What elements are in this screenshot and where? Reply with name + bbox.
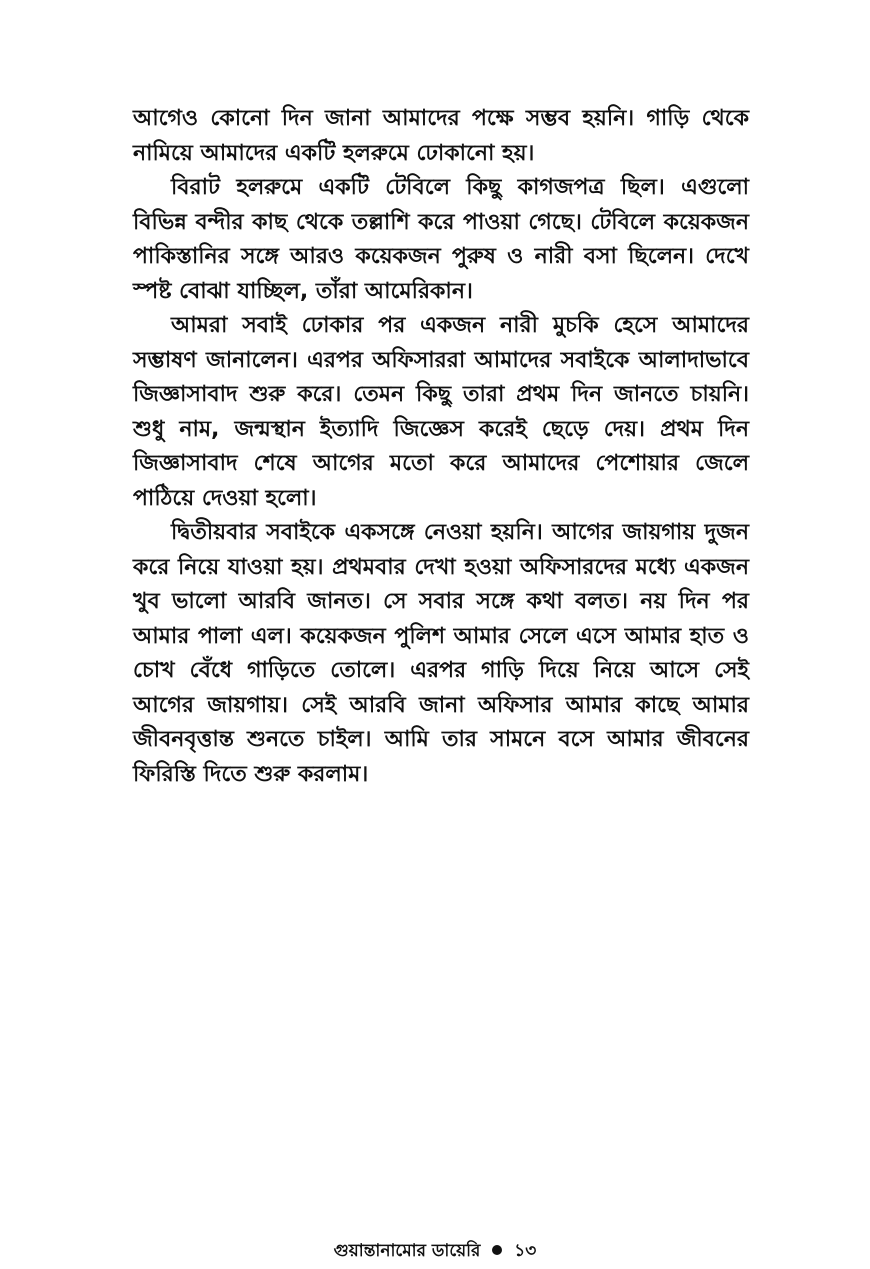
book-title: গুয়ান্তানামোর ডায়েরি [333,1241,481,1261]
paragraph-3: আমরা সবাই ঢোকার পর একজন নারী মুচকি হেসে আমাদের সম্ভাষণ জানালেন। এরপর অফিসাররা আমাদের সবাইকে আলাদাভাবে জিজ্ঞাসাবাদ শুরু করে। তেমন কিছু তারা প্রথম দিন জানতে চায়নি। শুধু নাম, জন্মস্থান ইত্যাদি জিজ্ঞেস করেই ছেড়ে দেয়। প্রথম দিন জিজ্ঞাসাবাদ শেষে আগের মতো করে আমাদের পেশোয়ার জেলে পাঠিয়ে দেওয়া হলো। [133,313,749,511]
paragraph-4: দ্বিতীয়বার সবাইকে একসঙ্গে নেওয়া হয়নি। আগের জায়গায় দুজন করে নিয়ে যাওয়া হয়। প্রথমবার দেখা হওয়া অফিসারদের মধ্যে একজন খুব ভালো আরবি জানত। সে সবার সঙ্গে কথা বলত। নয় দিন পর আমার পালা এল। কয়েকজন পুলিশ আমার সেলে এসে আমার হাত ও চোখ বেঁধে গাড়িতে তোলে। এরপর গাড়ি দিয়ে নিয়ে আসে সেই আগের জায়গায়। সেই আরবি জানা অফিসার আমার কাছে আমার জীবনবৃত্তান্ত শুনতে চাইল। আমি তার সামনে বসে আমার জীবনের ফিরিস্তি দিতে শুরু করলাম। [133,520,749,787]
page-number: ১৩ [514,1241,537,1261]
paragraph-2: বিরাট হলরুমে একটি টেবিলে কিছু কাগজপত্র ছিল। এগুলো বিভিন্ন বন্দীর কাছ থেকে তল্লাশি করে পাওয়া গেছে। টেবিলে কয়েকজন পাকিস্তানির সঙ্গে আরও কয়েকজন পুরুষ ও নারী বসা ছিলেন। দেখে স্পষ্ট বোঝা যাচ্ছিল, তাঁরা আমেরিকান। [133,175,749,304]
paragraph-1: আগেও কোনো দিন জানা আমাদের পক্ষে সম্ভব হয়নি। গাড়ি থেকে নামিয়ে আমাদের একটি হলরুমে ঢোকানো হয়। [133,106,749,166]
page-footer [0,1238,870,1266]
page-body [133,102,749,792]
bullet-icon [492,1245,502,1255]
